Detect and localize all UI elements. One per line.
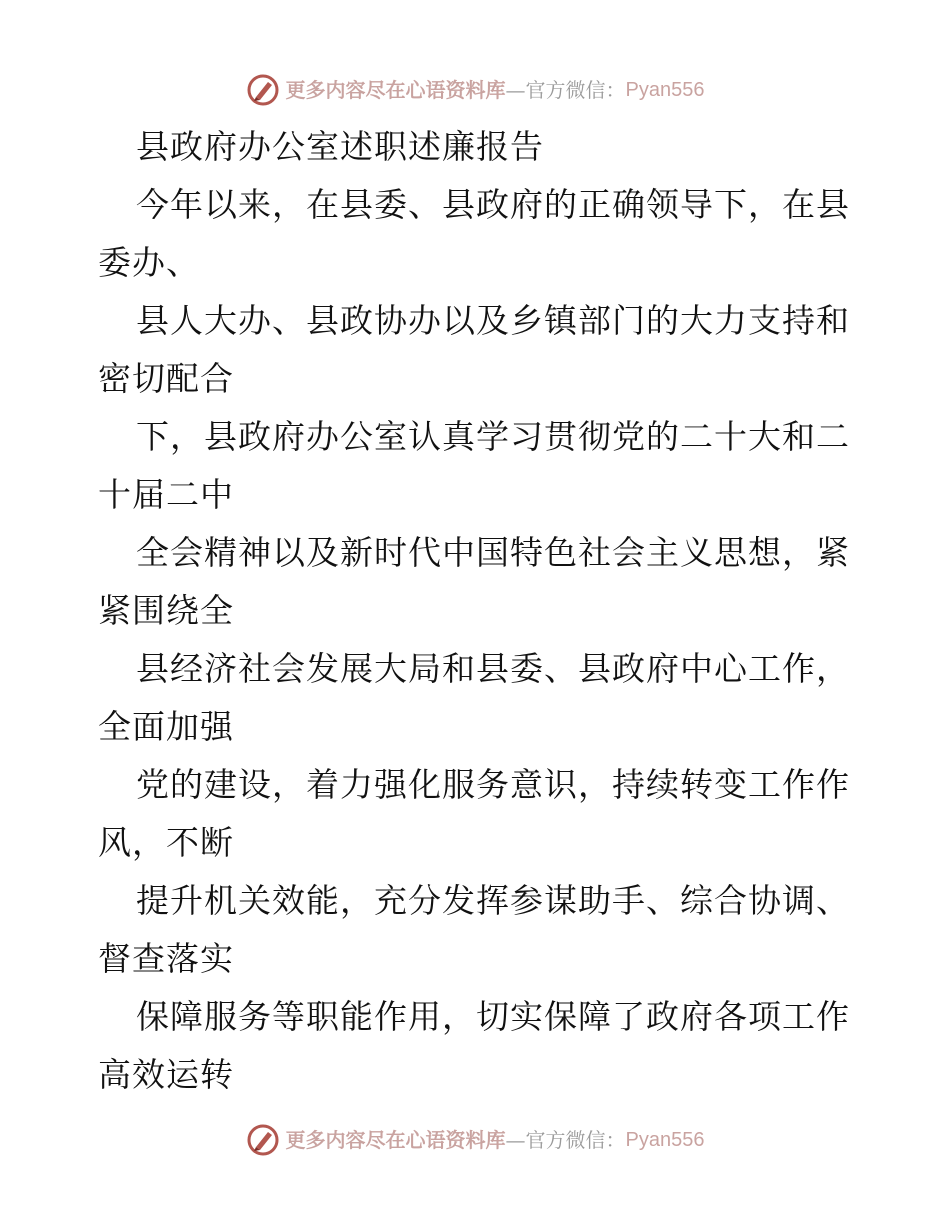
paragraph-continuation: 督查落实 xyxy=(98,939,234,978)
paragraph xyxy=(98,756,858,872)
watermark-contact-id: Pyan556 xyxy=(625,1129,705,1151)
document-title: 县政府办公室述职述廉报告 xyxy=(136,127,544,166)
paragraph-first-line: 今年以来，在县委、县政府的正确领导下，在县 xyxy=(136,185,850,224)
watermark-text xyxy=(286,1130,705,1150)
pen-logo-icon xyxy=(246,73,280,107)
watermark-contact-label: 官方微信： xyxy=(525,78,626,102)
watermark-footer xyxy=(0,1120,950,1160)
watermark-brand: 更多内容尽在心语资料库 xyxy=(285,1128,506,1152)
paragraph xyxy=(98,988,858,1104)
paragraph-continuation: 十届二中 xyxy=(98,475,234,514)
paragraph xyxy=(98,524,858,640)
paragraph xyxy=(98,640,858,756)
paragraph-continuation: 全面加强 xyxy=(98,707,234,746)
paragraph-continuation: 密切配合 xyxy=(98,359,234,398)
document-body xyxy=(98,118,858,1104)
watermark-dash: — xyxy=(505,78,526,102)
paragraph-first-line: 全会精神以及新时代中国特色社会主义思想，紧 xyxy=(136,533,850,572)
paragraph-first-line: 县人大办、县政协办以及乡镇部门的大力支持和 xyxy=(136,301,850,340)
paragraph xyxy=(98,872,858,988)
watermark-contact-label: 官方微信： xyxy=(525,1128,626,1152)
watermark-dash: — xyxy=(505,1128,526,1152)
paragraph xyxy=(98,176,858,292)
paragraph-continuation: 紧围绕全 xyxy=(98,591,234,630)
paragraph-continuation: 委办、 xyxy=(98,243,200,282)
watermark-brand: 更多内容尽在心语资料库 xyxy=(285,78,506,102)
watermark-header xyxy=(0,70,950,110)
watermark-text xyxy=(286,80,705,100)
paragraph-continuation: 高效运转 xyxy=(98,1055,234,1094)
watermark-contact-id: Pyan556 xyxy=(625,79,705,101)
paragraph xyxy=(98,292,858,408)
paragraph-first-line: 保障服务等职能作用，切实保障了政府各项工作 xyxy=(136,997,850,1036)
paragraph-first-line: 下，县政府办公室认真学习贯彻党的二十大和二 xyxy=(136,417,850,456)
paragraph-first-line: 党的建设，着力强化服务意识，持续转变工作作 xyxy=(136,765,850,804)
paragraph-first-line: 提升机关效能，充分发挥参谋助手、综合协调、 xyxy=(136,881,850,920)
paragraph-continuation: 风，不断 xyxy=(98,823,234,862)
pen-logo-icon xyxy=(246,1123,280,1157)
paragraph xyxy=(98,408,858,524)
paragraph-first-line: 县经济社会发展大局和县委、县政府中心工作， xyxy=(136,649,850,688)
